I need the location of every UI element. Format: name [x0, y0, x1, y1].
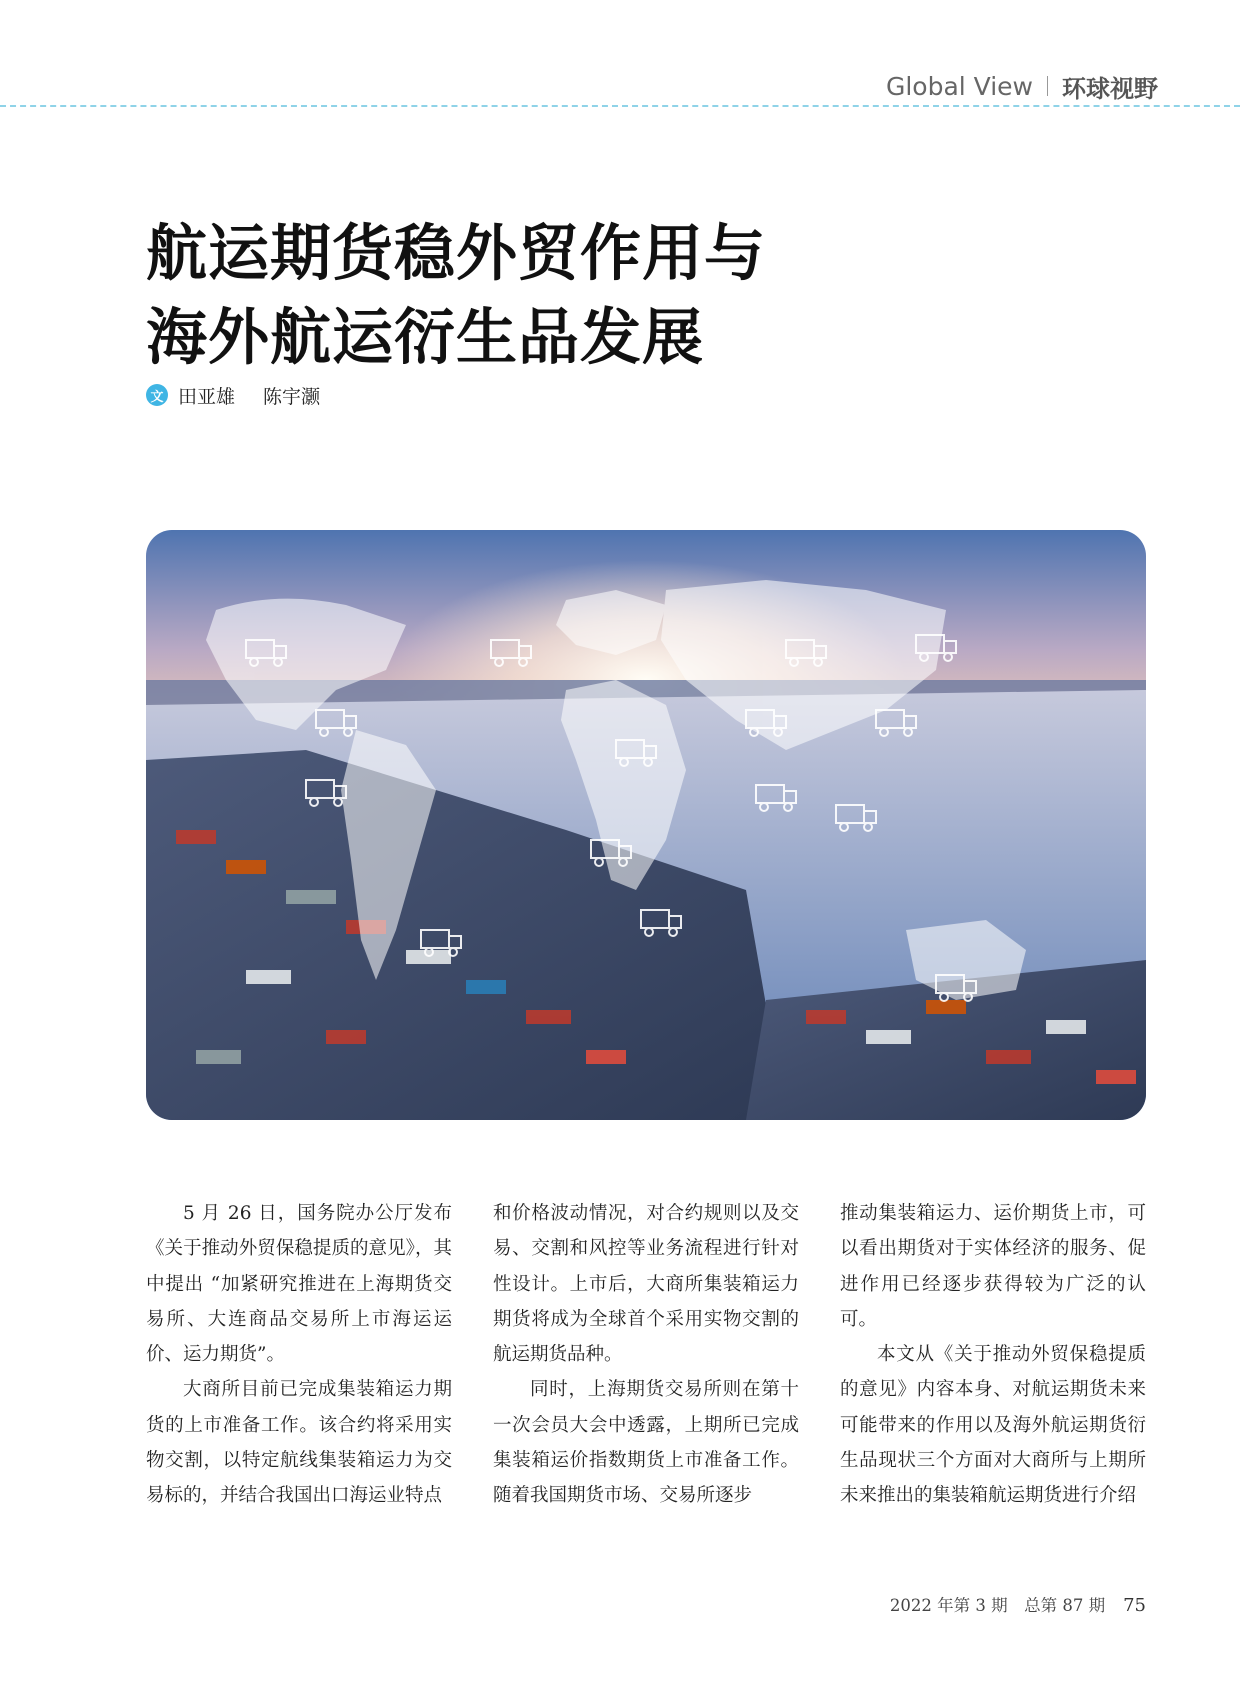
- title-line-1: 航运期货稳外贸作用与: [146, 218, 767, 289]
- hero-photo: [146, 530, 1146, 1120]
- author-name-1: 田亚雄: [178, 385, 236, 408]
- article-body: [146, 1196, 1146, 1514]
- header-divider: [1047, 76, 1048, 96]
- paragraph: 5 月 26 日，国务院办公厅发布《关于推动外贸保稳提质的意见》，其中提出 “加紧研究推进在上海期货交易所、大连商品交易所上市海运运价、运力期货”。: [146, 1203, 452, 1366]
- page-number: 75: [1123, 1595, 1146, 1616]
- header-dashed-rule: [0, 105, 1240, 107]
- author-text-icon: 文: [146, 384, 168, 406]
- paragraph: 同时，上海期货交易所则在第十一次会员大会中透露，上期所已完成集装箱运价指数期货上市准备工作。随着我国期货市场、交易所逐步: [493, 1379, 799, 1507]
- page-footer: [890, 1592, 1146, 1616]
- issue-info: 2022 年第 3 期 总第 87 期: [889, 1596, 1106, 1615]
- body-column-3: [840, 1196, 1146, 1514]
- article-title: [146, 212, 906, 380]
- body-column-1: [146, 1196, 452, 1514]
- title-line-2: 海外航运衍生品发展: [146, 302, 705, 373]
- section-label-cn: 环球视野: [1062, 74, 1158, 103]
- running-header: [886, 66, 1158, 106]
- section-label-en: Global View: [885, 71, 1033, 101]
- byline: [146, 380, 320, 410]
- port-world-map-illustration: [146, 530, 1146, 1120]
- paragraph: 大商所目前已完成集装箱运力期货的上市准备工作。该合约将采用实物交割，以特定航线集装箱运力为交易标的，并结合我国出口海运业特点: [146, 1379, 452, 1507]
- paragraph: 和价格波动情况，对合约规则以及交易、交割和风控等业务流程进行针对性设计。上市后，大商所集装箱运力期货将成为全球首个采用实物交割的航运期货品种。: [493, 1203, 799, 1366]
- paragraph: 推动集装箱运力、运价期货上市，可以看出期货对于实体经济的服务、促进作用已经逐步获得较为广泛的认可。: [840, 1203, 1146, 1330]
- author-name-2: 陈宇灏: [263, 385, 321, 408]
- body-column-2: [493, 1196, 799, 1514]
- paragraph: 本文从《关于推动外贸保稳提质的意见》内容本身、对航运期货未来可能带来的作用以及海外航运期货衍生品现状三个方面对大商所与上期所未来推出的集装箱航运期货进行介绍: [840, 1344, 1146, 1507]
